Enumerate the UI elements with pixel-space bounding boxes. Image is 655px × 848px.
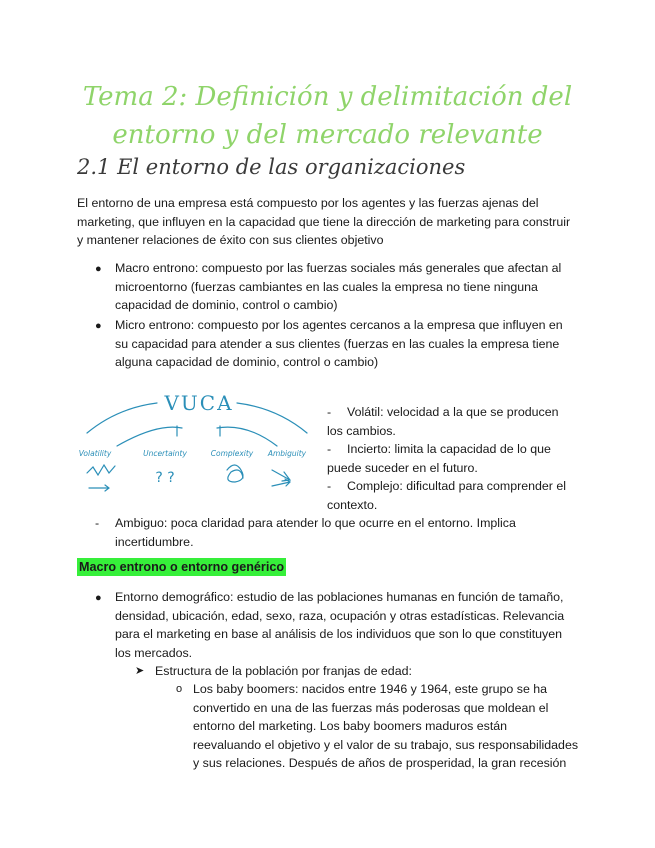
vuca-arc-right <box>237 403 307 433</box>
vuca-arc <box>217 427 277 446</box>
macro-heading: Macro entrono o entorno genérico <box>79 560 285 574</box>
circle-bullet-icon: o <box>176 683 183 695</box>
vuca-arc <box>117 427 182 446</box>
title-line-1: Tema 2: Definición y delimitación del <box>82 82 573 112</box>
vuca-label-uncertainty: Uncertainty <box>143 449 187 458</box>
list-line: puede suceder en el futuro. <box>327 460 478 475</box>
list-item-demografico <box>115 588 595 662</box>
ambiguity-arrow-icon <box>272 470 290 481</box>
list-line: Volátil: velocidad a la que se producen <box>347 405 559 419</box>
list-line: reevaluando el objetivo y el valor de su trabajo, sus responsabilidades <box>193 737 579 752</box>
list-item-complejo <box>327 477 577 514</box>
list-line: los cambios. <box>327 423 396 438</box>
vuca-arc-left <box>87 403 157 433</box>
complexity-icon <box>227 465 243 482</box>
bullet-icon: ● <box>95 263 102 275</box>
list-item-ambiguo <box>115 514 585 551</box>
list-line: Micro entrono: compuesto por los agentes cercanos a la empresa que influyen en <box>115 318 563 332</box>
page-title <box>0 78 655 154</box>
list-line: Complejo: dificultad para comprender el <box>347 479 567 493</box>
dash-icon: - <box>327 479 332 493</box>
question-marks-icon: ? ? <box>155 470 175 486</box>
list-item-boomers <box>193 680 593 773</box>
list-line: su capacidad para atender a sus clientes (fuerzas en las cuales la empresa tiene <box>115 336 560 351</box>
list-line: contexto. <box>327 497 378 512</box>
list-line: convertido en una de las fuerzas más poderosas que moldean el <box>193 700 549 715</box>
intro-line: y mantener relaciones de éxito con sus clientes objetivo <box>77 233 384 248</box>
list-line: para el marketing en base al análisis de los individuos que son lo que constituyen <box>115 627 563 642</box>
list-line: los mercados. <box>115 645 193 660</box>
list-line: alguna capacidad de dominio, control o cambio) <box>115 355 379 370</box>
list-line: Entorno demográfico: estudio de las poblaciones humanas en función de tamaño, <box>115 590 564 604</box>
vuca-illustration <box>77 378 321 514</box>
list-line: densidad, ubicación, edad, sexo, raza, ocupación y otras estadísticas. Relevancia <box>115 608 565 623</box>
bullet-icon: ● <box>95 320 102 332</box>
list-item-incierto <box>327 440 577 477</box>
intro-line: marketing, que influyen en la capacidad que tiene la dirección de marketing para construir <box>77 214 571 229</box>
vuca-label-complexity: Complexity <box>210 449 254 458</box>
volatility-arrow-icon <box>89 485 109 491</box>
list-line: incertidumbre. <box>115 534 194 549</box>
list-line: Los baby boomers: nacidos entre 1946 y 1964, este grupo se ha <box>193 682 548 696</box>
list-line: microentorno (fuerzas cambiantes en las cuales la empresa no tiene ninguna <box>115 279 538 294</box>
list-line: Macro entrono: compuesto por las fuerzas sociales más generales que afectan al <box>115 261 562 275</box>
intro-line: El entorno de una empresa está compuesto por los agentes y las fuerzas ajenas del <box>77 196 539 210</box>
list-item-micro <box>115 316 585 372</box>
list-item-macro <box>115 259 585 315</box>
section-heading: 2.1 El entorno de las organizaciones <box>77 155 466 179</box>
list-item-estructura: Estructura de la población por franjas de edad: <box>155 664 412 678</box>
list-line: entorno del marketing. Los baby boomers maduros están <box>193 719 508 734</box>
vuca-title: VUCA <box>164 391 234 415</box>
ambiguity-arrow-icon <box>272 479 290 486</box>
vuca-label-volatility: Volatility <box>78 449 112 458</box>
list-line: Incierto: limita la capacidad de lo que <box>347 442 551 456</box>
bullet-icon: ● <box>95 592 102 604</box>
intro-paragraph <box>77 194 597 250</box>
list-line: y sus relaciones. Después de años de prosperidad, la gran recesión <box>193 756 567 771</box>
vuca-label-ambiguity: Ambiguity <box>267 449 307 458</box>
dash-icon: - <box>327 405 332 419</box>
list-item-volatil <box>327 403 577 440</box>
dash-icon: - <box>95 516 100 530</box>
arrow-bullet-icon: ➤ <box>135 665 145 677</box>
title-line-2: entorno y del mercado relevante <box>112 120 543 150</box>
dash-icon: - <box>327 442 332 456</box>
list-line: Ambiguo: poca claridad para atender lo que ocurre en el entorno. Implica <box>115 516 516 530</box>
volatility-icon <box>87 465 115 475</box>
list-line: capacidad de dominio, control o cambio) <box>115 298 338 313</box>
